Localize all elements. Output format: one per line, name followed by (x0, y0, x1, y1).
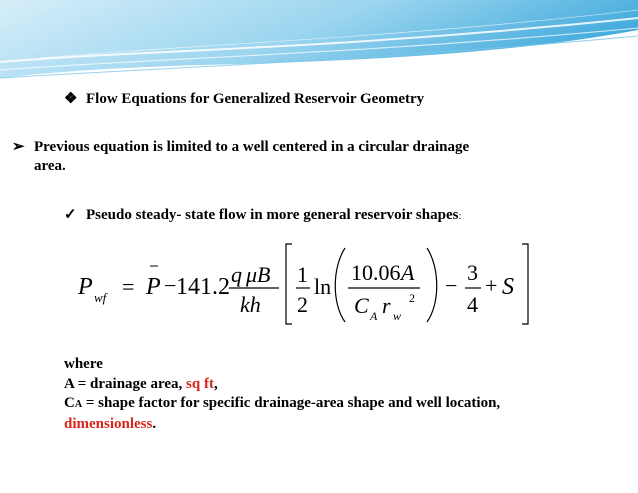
definition-a (64, 375, 500, 395)
diamond-bullet-icon: ❖ (64, 91, 78, 107)
header-wave-banner (0, 0, 638, 80)
eq-ln-num: 10.06 (351, 260, 401, 285)
sub-bullet-point (64, 205, 462, 224)
slide-heading-text: Flow Equations for Generalized Reservoir Geometry (86, 91, 425, 107)
eq-minus-2: − (445, 273, 458, 298)
bullet-point-line1: Previous equation is limited to a well centered in a circular drainage (34, 139, 470, 155)
definition-ca-subscript: A (74, 399, 83, 410)
bullet-point (12, 138, 469, 176)
eq-num-q: q (231, 262, 242, 287)
sub-bullet-text: Pseudo steady- state flow in more general reservoir shapes (86, 207, 459, 223)
eq-ln-den-r: r (382, 293, 391, 318)
eq-den-kh: kh (240, 292, 261, 317)
eq-minus: − (164, 273, 177, 298)
eq-ln-num-var: A (401, 260, 415, 285)
slide-heading (64, 89, 424, 108)
eq-coefficient: 141.2 (176, 274, 230, 300)
eq-plus: + (485, 273, 498, 298)
definition-ca-unit: dimensionless (64, 415, 153, 432)
eq-bracket-right (522, 244, 528, 324)
arrow-bullet-icon: ➢ (12, 139, 25, 155)
eq-equals: = (122, 274, 135, 299)
sub-bullet-colon: : (458, 210, 462, 222)
eq-half-den: 2 (297, 292, 308, 317)
where-label: where (64, 356, 103, 372)
check-bullet-icon: ✓ (64, 207, 77, 223)
eq-ln-den-r-sup: 2 (409, 291, 415, 305)
bullet-point-line2: area. (34, 158, 66, 174)
definition-a-end: , (213, 375, 218, 392)
eq-pwf-symbol: P (78, 274, 93, 300)
eq-ln-den-r-sub: w (393, 309, 402, 323)
eq-num-mub: μB (246, 262, 271, 287)
definition-ca-text: = shape factor for specific drainage-area shape and well location, (82, 395, 501, 411)
eq-bracket-left (286, 244, 292, 324)
eq-ln: ln (314, 274, 332, 299)
eq-pbar: P (146, 274, 161, 300)
definition-a-text: A = drainage area, (64, 375, 187, 392)
eq-skin: S (502, 274, 514, 300)
definition-ca (64, 394, 500, 415)
definition-ca-unit-line (64, 415, 500, 435)
definition-ca-symbol: C (64, 395, 75, 411)
eq-frac-num: 3 (467, 260, 478, 285)
eq-half-num: 1 (297, 262, 308, 287)
definition-ca-end: . (152, 415, 157, 432)
definitions-block (64, 355, 500, 434)
eq-ln-den-c: C (354, 293, 369, 318)
eq-paren-right (427, 248, 437, 322)
eq-ln-den-c-sub: A (370, 309, 378, 323)
definition-a-unit: sq ft (186, 375, 214, 392)
eq-pwf-subscript: wf (94, 290, 107, 305)
eq-frac-den: 4 (467, 292, 478, 317)
pseudo-steady-state-equation (66, 238, 546, 333)
eq-paren-left (335, 248, 345, 322)
